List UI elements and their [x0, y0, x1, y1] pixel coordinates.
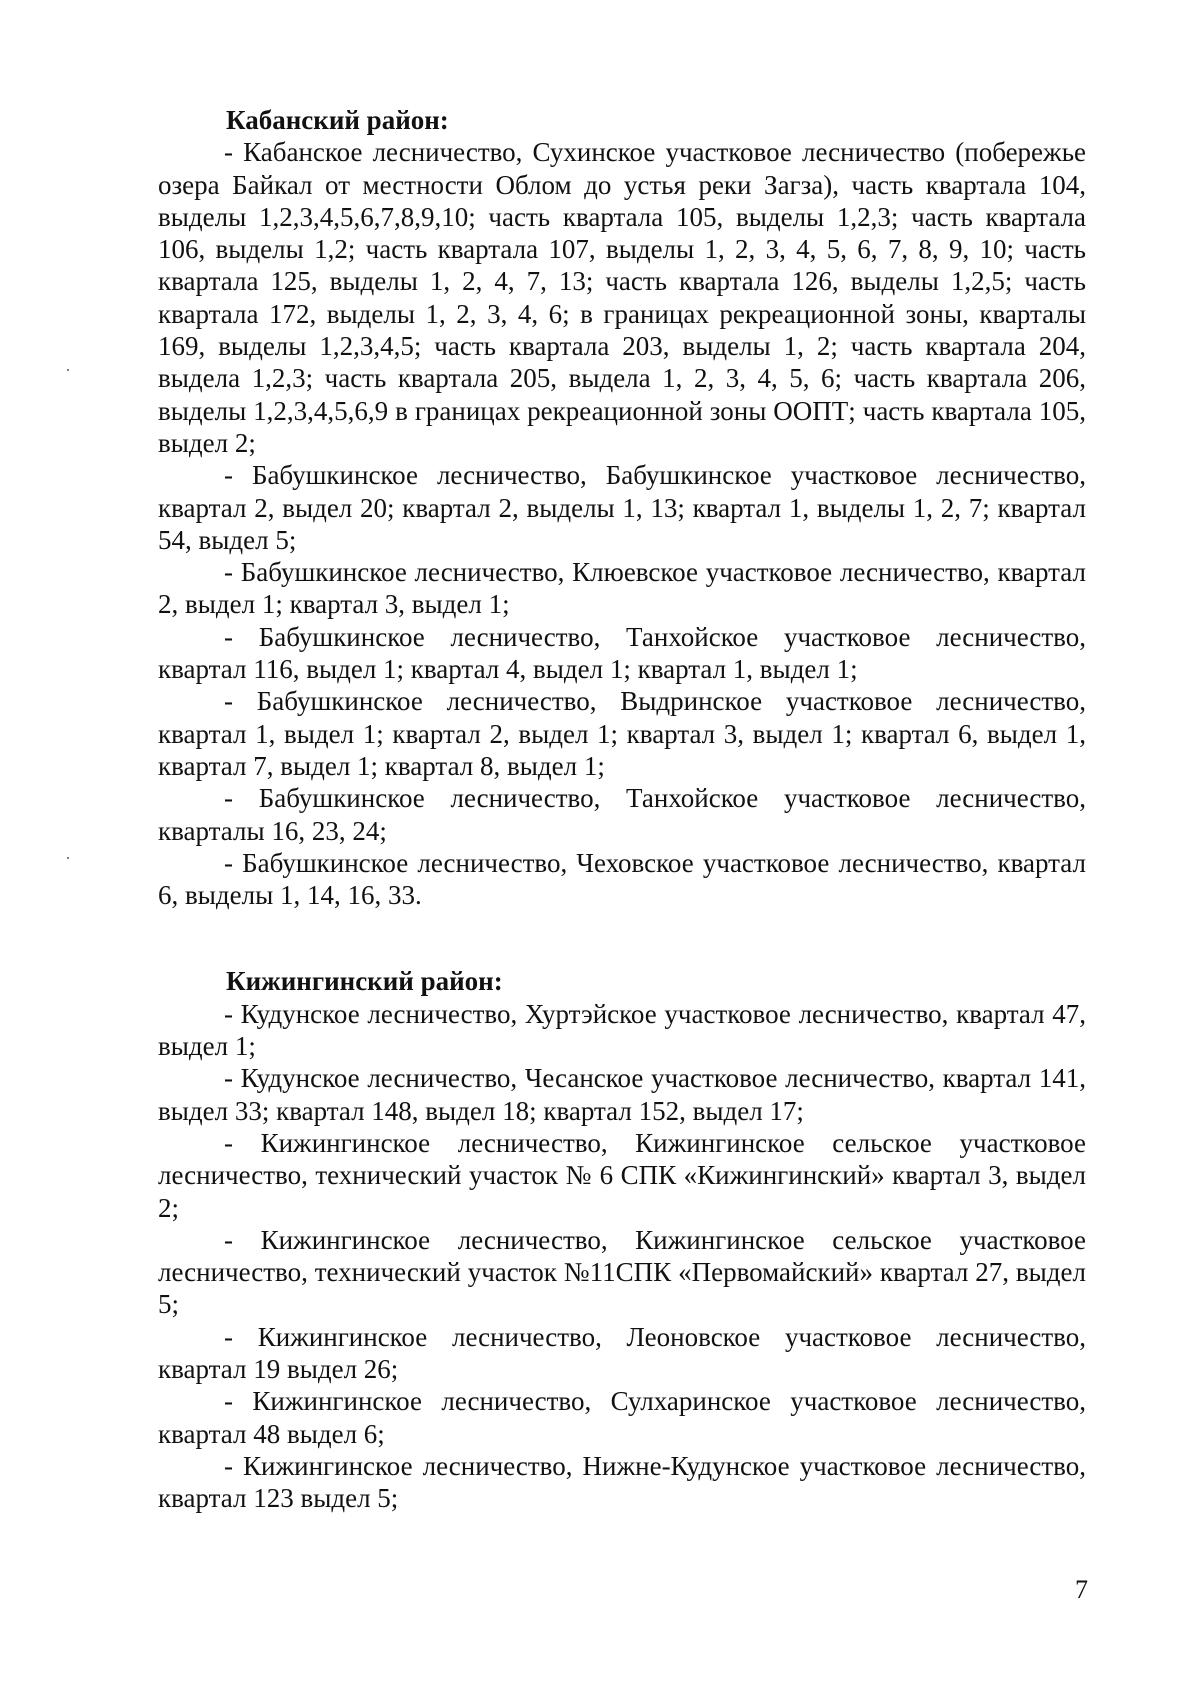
scan-speck: [67, 369, 69, 371]
list-item: - Кижингинское лесничество, Леоновское участковое лесничество, квартал 19 выдел 26;: [158, 1321, 1086, 1384]
section-heading: Кижингинский район:: [226, 966, 503, 997]
list-item: - Бабушкинское лесничество, Чеховское участковое лесничество, квартал 6, выделы 1, 14, 16, 33.: [158, 847, 1086, 911]
section-kabansky: [158, 104, 1086, 911]
section-kizhinginsky: [158, 965, 1086, 1514]
list-item: - Бабушкинское лесничество, Клюевское участковое лесничество, квартал 2, выдел 1; квартал 3, выдел 1;: [158, 557, 1086, 620]
page-number: 7: [1075, 1575, 1088, 1604]
list-item: - Бабушкинское лесничество, Танхойское участковое лесничество, квартал 116, выдел 1; квартал 4, выдел 1; квартал 1, выдел 1;: [158, 621, 1086, 685]
section-heading: Кабанский район:: [226, 105, 449, 135]
list-item: - Кабанское лесничество, Сухинское участковое лесничество (побережье озера Байкал от местности Облом до устья реки Загза), часть квартала 104, выделы 1,2,3,4,5,6,7,8,9,10; часть квартала 105, выделы 1,2,3; часть квартала 106, выделы 1,2; часть квартала 107, выделы 1, 2, 3, 4, 5, 6, 7, 8, 9, 10; часть квартала 125, выделы 1, 2, 4, 7, 13; часть квартала 126, выделы 1,2,5; часть квартала 172, выделы 1, 2, 3, 4, 6; в границах рекреационной зоны, кварталы 169, выделы 1,2,3,4,5; часть квартала 203, выделы 1, 2; часть квартала 204, выдела 1,2,3; часть квартала 205, выдела 1, 2, 3, 4, 5, 6; часть квартала 206, выделы 1,2,3,4,5,6,9 в границах рекреационной зоны ООПТ; часть квартала 105, выдел 2;: [158, 137, 1086, 458]
list-item: - Кижингинское лесничество, Нижне-Кудунское участковое лесничество, квартал 123 выдел 5;: [158, 1450, 1086, 1514]
list-item: - Кудунское лесничество, Чесанское участковое лесничество, квартал 141, выдел 33; квартал 148, выдел 18; квартал 152, выдел 17;: [158, 1063, 1086, 1126]
section-spacer: [158, 911, 1086, 965]
list-item: - Бабушкинское лесничество, Танхойское участковое лесничество, кварталы 16, 23, 24;: [158, 783, 1086, 846]
document-body: [158, 104, 1086, 1514]
scan-speck: [67, 857, 69, 859]
list-item: - Бабушкинское лесничество, Бабушкинское участковое лесничество, квартал 2, выдел 20; квартал 2, выделы 1, 13; квартал 1, выделы 1, 2, 7; квартал 54, выдел 5;: [158, 460, 1086, 555]
list-item: - Кижингинское лесничество, Кижингинское сельское участковое лесничество, технический участок № 6 СПК «Кижингинский» квартал 3, выдел 2;: [158, 1127, 1086, 1223]
list-item: - Кижингинское лесничество, Кижингинское сельское участковое лесничество, технический участок №11СПК «Первомайский» квартал 27, выдел 5;: [158, 1224, 1086, 1320]
list-item: - Кижингинское лесничество, Сулхаринское участковое лесничество, квартал 48 выдел 6;: [158, 1386, 1086, 1449]
list-item: - Кудунское лесничество, Хуртэйское участковое лесничество, квартал 47, выдел 1;: [158, 998, 1086, 1062]
list-item: - Бабушкинское лесничество, Выдринское участковое лесничество, квартал 1, выдел 1; квартал 2, выдел 1; квартал 3, выдел 1; квартал 6, выдел 1, квартал 7, выдел 1; квартал 8, выдел 1;: [158, 686, 1086, 781]
